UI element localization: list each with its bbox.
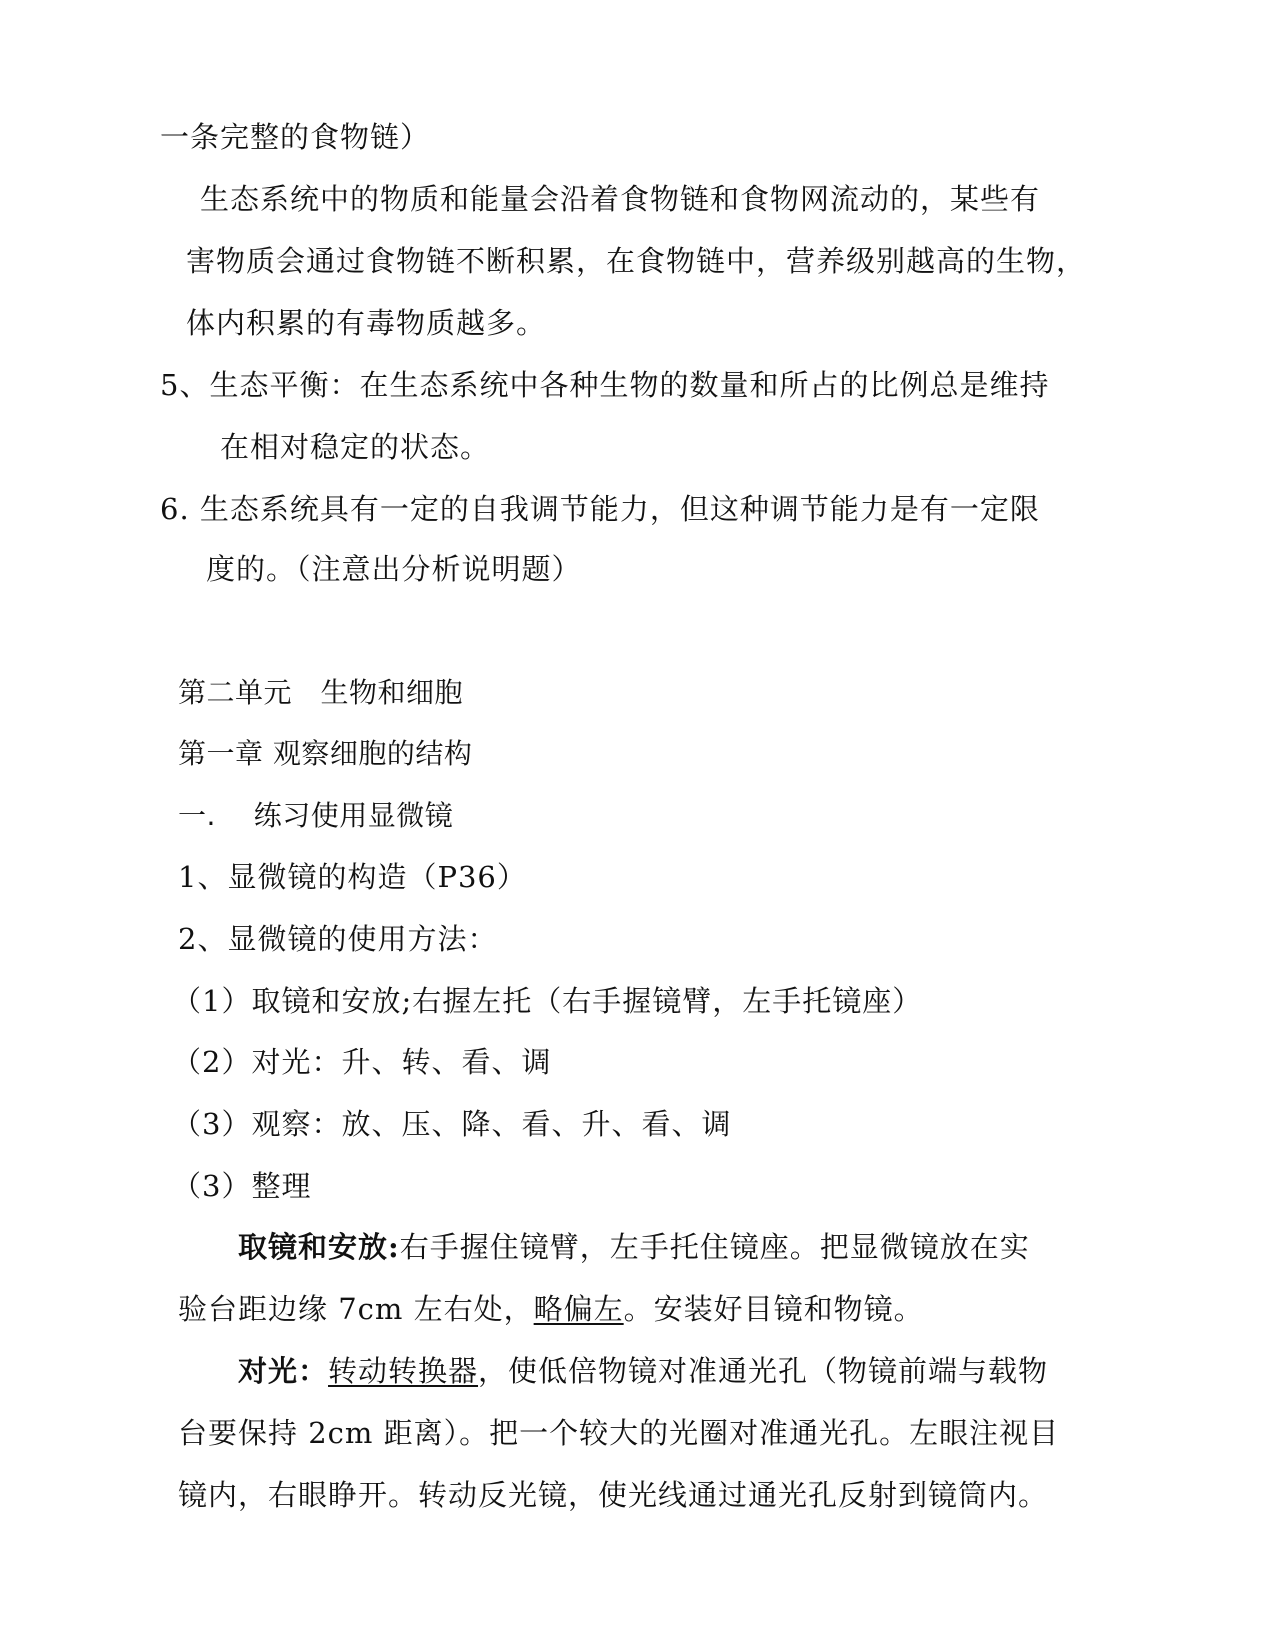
text-line: 体内积累的有毒物质越多。 xyxy=(186,306,547,340)
paragraph-line xyxy=(238,1228,1030,1266)
list-item: 2、显微镜的使用方法： xyxy=(178,922,498,956)
text-run: 验台距边缘 7cm 左右处， xyxy=(178,1292,534,1326)
text-run: 右手握住镜臂，左手托住镜座。把显微镜放在实 xyxy=(399,1230,1030,1264)
unit-title: 第二单元 生物和细胞 xyxy=(178,676,464,709)
list-item: 6. 生态系统具有一定的自我调节能力，但这种调节能力是有一定限 xyxy=(160,492,1040,526)
list-item: 1、显微镜的构造（P36） xyxy=(178,860,527,894)
list-item: （2）对光：升、转、看、调 xyxy=(172,1045,552,1079)
text-line: 度的。（注意出分析说明题） xyxy=(206,552,582,586)
text-run: 。安装好目镜和物镜。 xyxy=(623,1292,924,1326)
paragraph-line xyxy=(238,1352,1048,1390)
list-item: 5、生态平衡：在生态系统中各种生物的数量和所占的比例总是维持 xyxy=(160,368,1050,402)
list-item: （3）整理 xyxy=(172,1169,312,1203)
list-item: （1）取镜和安放;右握左托（右手握镜臂，左手托镜座） xyxy=(172,984,923,1018)
underlined-text: 转动转换器 xyxy=(328,1354,479,1388)
paragraph-line: 镜内，右眼睁开。转动反光镜，使光线通过通光孔反射到镜筒内。 xyxy=(178,1478,1049,1512)
section-title: 一. 练习使用显微镜 xyxy=(178,799,454,832)
text-line: 生态系统中的物质和能量会沿着食物链和食物网流动的，某些有 xyxy=(200,182,1041,216)
text-line: 在相对稳定的状态。 xyxy=(220,430,491,464)
list-item: （3）观察：放、压、降、看、升、看、调 xyxy=(172,1107,732,1141)
text-run: ，使低倍物镜对准通光孔（物镜前端与载物 xyxy=(478,1354,1049,1388)
text-line: 害物质会通过食物链不断积累，在食物链中，营养级别越高的生物， xyxy=(186,244,1087,278)
paragraph-line xyxy=(178,1290,924,1328)
term-label: 对光： xyxy=(238,1354,329,1388)
underlined-text: 略偏左 xyxy=(533,1292,624,1326)
paragraph-line: 台要保持 2cm 距离）。把一个较大的光圈对准通光孔。左眼注视目 xyxy=(178,1416,1060,1450)
term-label: 取镜和安放: xyxy=(238,1230,400,1264)
chapter-title: 第一章 观察细胞的结构 xyxy=(178,737,473,770)
text-line: 一条完整的食物链） xyxy=(160,120,431,154)
